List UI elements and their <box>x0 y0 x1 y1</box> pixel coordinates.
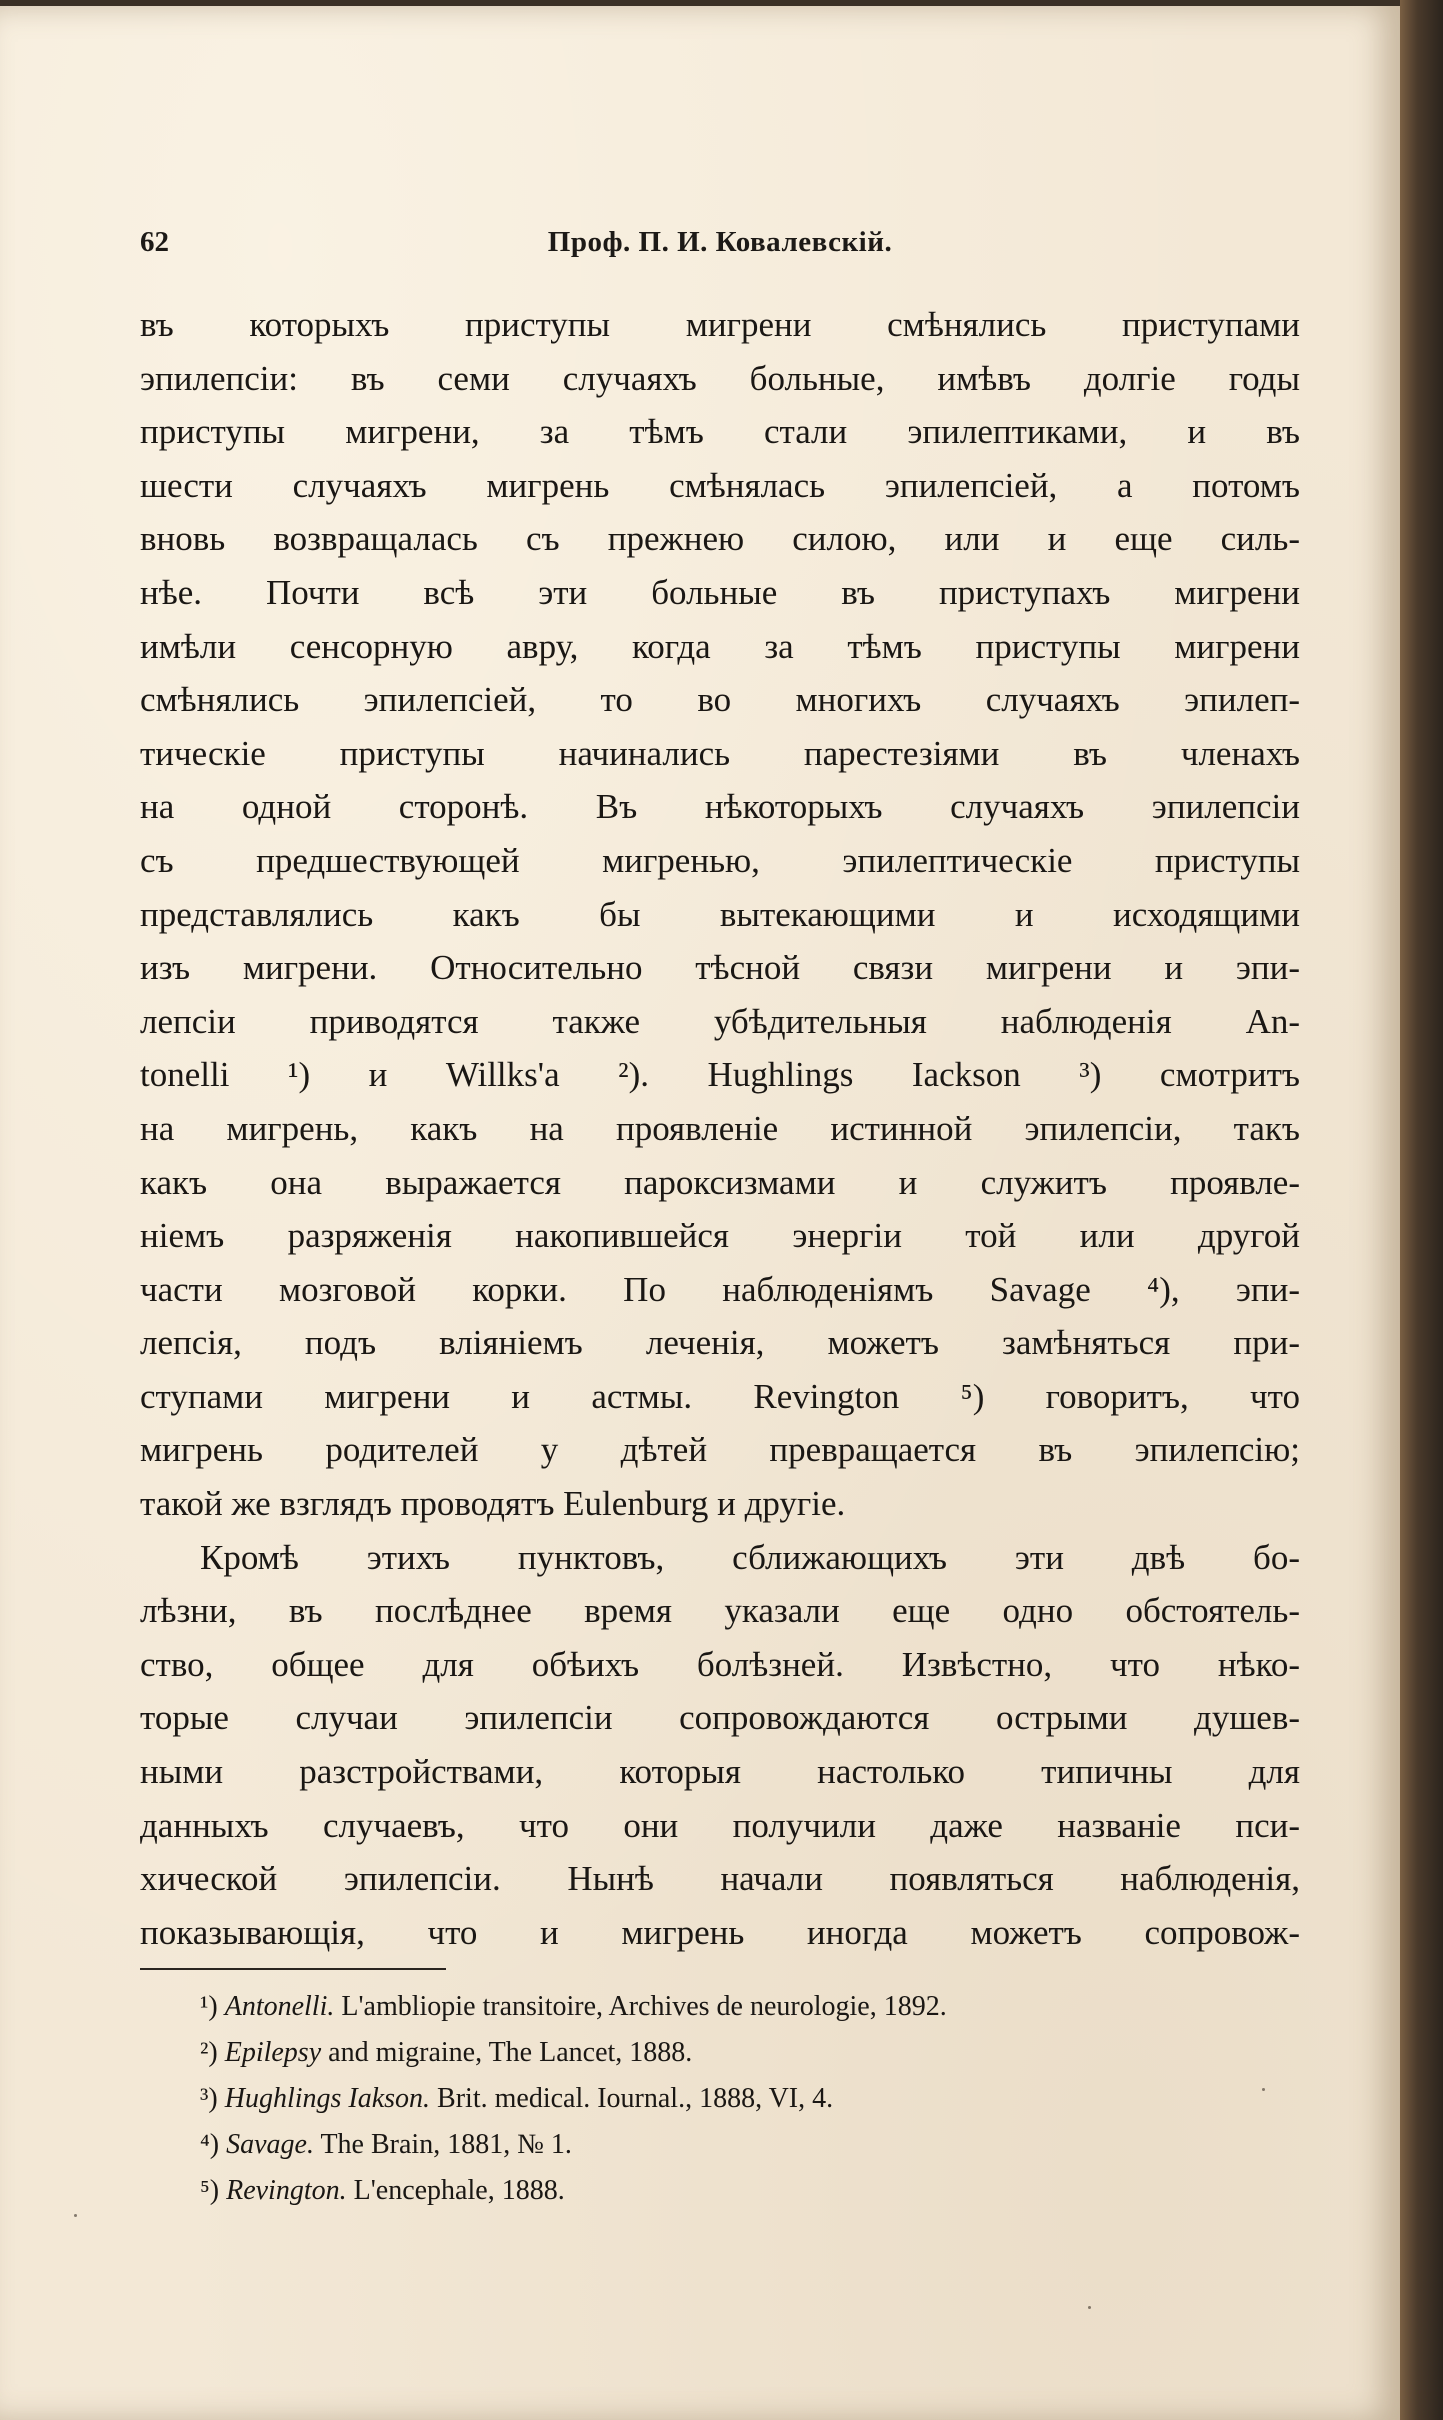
page-edge <box>1400 0 1443 2420</box>
footnote-author: Antonelli. <box>224 1991 335 2022</box>
footnote-marker: ⁴) <box>200 2129 220 2160</box>
footnote-author: Revington. <box>226 2175 347 2206</box>
footnote-marker: ³) <box>200 2083 218 2114</box>
text-line: ступами мигрени и астмы. Revington ⁵) говоритъ, что <box>140 1376 1300 1416</box>
text-line: торые случаи эпилепсіи сопровождаются острыми душев- <box>140 1698 1300 1738</box>
footnote-author: Savage. <box>226 2129 314 2160</box>
footnote <box>200 2030 1300 2076</box>
text-line: показывающія, что и мигрень иногда можетъ сопровож- <box>140 1912 1300 1952</box>
footnote-marker: ⁵) <box>200 2175 220 2206</box>
page-number: 62 <box>140 226 169 258</box>
page-header <box>140 226 1300 270</box>
footnote-divider <box>140 1968 446 1970</box>
footnote <box>200 2168 1300 2214</box>
footnote-author: Hughlings Iakson. <box>224 2083 431 2114</box>
text-line: имѣли сенсорную авру, когда за тѣмъ приступы мигрени <box>140 626 1300 666</box>
text-line: эпилепсіи: въ семи случаяхъ больные, имѣвъ долгіе годы <box>140 358 1300 398</box>
footnote-text: and migraine, The Lancet, 1888. <box>328 2037 693 2068</box>
text-line: тическіе приступы начинались парестезіями въ членахъ <box>140 733 1300 773</box>
footnote-text: The Brain, 1881, № 1. <box>320 2129 572 2160</box>
book-page <box>0 6 1400 2420</box>
text-line: приступы мигрени, за тѣмъ стали эпилептиками, и въ <box>140 412 1300 452</box>
footnote-text: L'encephale, 1888. <box>353 2175 565 2206</box>
footnote <box>200 1984 1300 2030</box>
text-line: въ которыхъ приступы мигрени смѣнялись приступами <box>140 305 1300 344</box>
footnote-marker: ¹) <box>200 1991 218 2022</box>
paper-speck <box>1262 2088 1265 2091</box>
text-line: шести случаяхъ мигрень смѣнялась эпилепсіей, а потомъ <box>140 465 1300 505</box>
text-line: лѣзни, въ послѣднее время указали еще одно обстоятель- <box>140 1591 1300 1631</box>
text-line: вновь возвращалась съ прежнею силою, или и еще силь- <box>140 519 1300 559</box>
text-line: ными разстройствами, которыя настолько типичны для <box>140 1752 1300 1792</box>
text-line: какъ она выражается пароксизмами и служитъ проявле- <box>140 1162 1300 1202</box>
text-line: Кромѣ этихъ пунктовъ, сближающихъ эти двѣ бо- <box>200 1537 1300 1577</box>
text-line: мигрень родителей у дѣтей превращается въ эпилепсію; <box>140 1430 1300 1470</box>
footnote <box>200 2076 1300 2122</box>
text-line: смѣнялись эпилепсіей, то во многихъ случаяхъ эпилеп- <box>140 680 1300 720</box>
text-line: данныхъ случаевъ, что они получили даже названіе пси- <box>140 1805 1300 1845</box>
footnotes <box>200 1984 1300 2214</box>
text-line: части мозговой корки. По наблюденіямъ Savage ⁴), эпи- <box>140 1269 1300 1309</box>
footnote <box>200 2122 1300 2168</box>
text-line: хической эпилепсіи. Нынѣ начали появляться наблюденія, <box>140 1859 1300 1899</box>
text-line: лепсія, подъ вліяніемъ леченія, можетъ замѣняться при- <box>140 1323 1300 1363</box>
footnote-text: L'ambliopie transitoire, Archives de neurologie, 1892. <box>341 1991 947 2022</box>
text-line: ніемъ разряженія накопившейся энергіи той или другой <box>140 1216 1300 1256</box>
paper-speck <box>74 2214 77 2217</box>
text-line: ство, общее для обѣихъ болѣзней. Извѣстно, что нѣко- <box>140 1644 1300 1684</box>
text-line: нѣе. Почти всѣ эти больные въ приступахъ мигрени <box>140 572 1300 612</box>
text-line: изъ мигрени. Относительно тѣсной связи мигрени и эпи- <box>140 948 1300 988</box>
footnote-text: Brit. medical. Iournal., 1888, VI, 4. <box>437 2083 834 2114</box>
text-line: tonelli ¹) и Willks'а ²). Hughlings Iackson ³) смотритъ <box>140 1055 1300 1095</box>
text-line: на одной сторонѣ. Въ нѣкоторыхъ случаяхъ эпилепсіи <box>140 787 1300 827</box>
text-line: съ предшествующей мигренью, эпилептическіе приступы <box>140 840 1300 880</box>
paper-speck <box>1088 2306 1091 2309</box>
text-line: на мигрень, какъ на проявленіе истинной эпилепсіи, такъ <box>140 1108 1300 1148</box>
running-head: Проф. П. И. Ковалевскій. <box>547 226 893 258</box>
footnote-marker: ²) <box>200 2037 218 2068</box>
text-line: представлялись какъ бы вытекающими и исходящими <box>140 894 1300 934</box>
body-text <box>140 298 1300 1959</box>
text-line: такой же взглядъ проводятъ Eulenburg и другіе. <box>140 1484 846 1524</box>
text-line: лепсіи приводятся также убѣдительныя наблюденія An- <box>140 1001 1300 1041</box>
footnote-author: Epilepsy <box>224 2037 322 2068</box>
